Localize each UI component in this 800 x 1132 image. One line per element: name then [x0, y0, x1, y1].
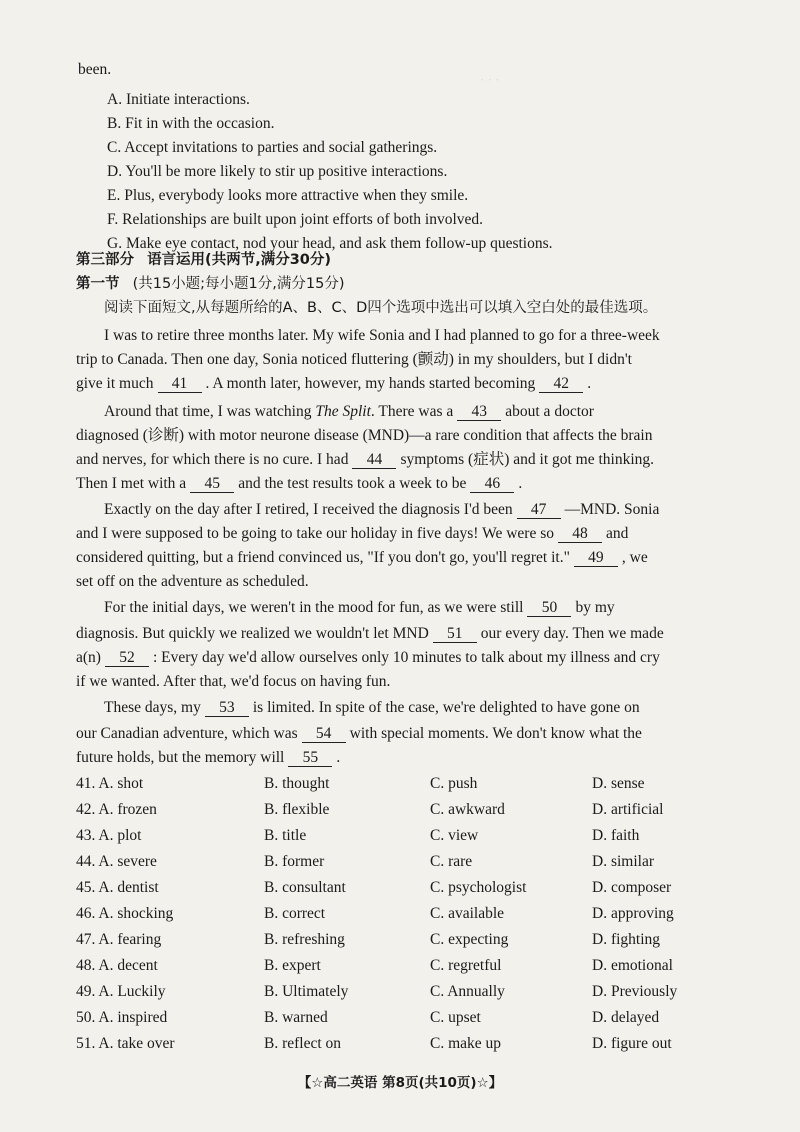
choice-b: B. title [264, 827, 307, 844]
choice-a: 43. A. plot [76, 827, 142, 844]
choice-b: B. former [264, 853, 325, 870]
choice-a: 42. A. frozen [76, 801, 157, 818]
show-title: The Split [315, 403, 371, 420]
text-run: —MND. Sonia [564, 501, 660, 518]
passage-line [76, 724, 642, 744]
text-run: . [336, 749, 341, 766]
blank-52: 52 [105, 649, 149, 667]
passage-line [76, 474, 522, 494]
blank-43: 43 [457, 403, 501, 421]
blank-53: 53 [205, 699, 249, 717]
choice-c: C. available [430, 905, 505, 922]
sub-title: (共15小题;每小题1分,满分15分) [132, 276, 345, 292]
choice-a: 51. A. take over [76, 1035, 175, 1052]
text-run: , we [621, 549, 648, 566]
choice-d: D. figure out [592, 1035, 672, 1052]
choice-c: C. push [430, 775, 478, 792]
page-footer: 【☆高二英语 第8页(共10页)☆】 [297, 1075, 503, 1091]
choice-c: C. regretful [430, 957, 502, 974]
text-run: future holds, but the memory will [76, 749, 285, 766]
passage-line [76, 524, 628, 544]
option-e: E. Plus, everybody looks more attractive when they smile. [107, 187, 469, 204]
choice-a: 48. A. decent [76, 957, 158, 974]
passage-line: set off on the adventure as scheduled. [76, 573, 309, 590]
text-run: . [587, 375, 592, 392]
passage-line [76, 374, 591, 394]
text-run: about a doctor [505, 403, 594, 420]
blank-45: 45 [190, 475, 234, 493]
choice-d: D. faith [592, 827, 640, 844]
text-run: give it much [76, 375, 154, 392]
option-g: G. Make eye contact, nod your head, and ask them follow-up questions. [107, 235, 553, 252]
text-run: diagnosis. But quickly we realized we wouldn't let MND [76, 625, 429, 642]
choice-c: C. psychologist [430, 879, 527, 896]
passage-line [104, 500, 659, 520]
choice-a: 44. A. severe [76, 853, 157, 870]
sub-label: 第一节 [76, 276, 120, 292]
choice-c: C. rare [430, 853, 473, 870]
passage-line: I was to retire three months later. My wife Sonia and I had planned to go for a three-week [104, 327, 660, 344]
passage-line [104, 698, 640, 718]
text-run: Then I met with a [76, 475, 187, 492]
choice-a: 49. A. Luckily [76, 983, 166, 1000]
choice-c: C. view [430, 827, 479, 844]
text-run: . There was a [370, 403, 454, 420]
choice-a: 45. A. dentist [76, 879, 159, 896]
passage-line [76, 450, 654, 470]
choice-a: 50. A. inspired [76, 1009, 168, 1026]
choice-d: D. Previously [592, 983, 678, 1000]
choice-c: C. upset [430, 1009, 481, 1026]
blank-41: 41 [158, 375, 202, 393]
choice-c: C. Annually [430, 983, 505, 1000]
text-run: symptoms (症状) and it got me thinking. [400, 451, 655, 468]
text-run: our Canadian adventure, which was [76, 725, 298, 742]
option-c: C. Accept invitations to parties and social gatherings. [107, 139, 438, 156]
choice-d: D. sense [592, 775, 645, 792]
choice-d: D. similar [592, 853, 654, 870]
choice-d: D. fighting [592, 931, 661, 948]
blank-44: 44 [352, 451, 396, 469]
text-run: a(n) [76, 649, 101, 666]
choice-b: B. refreshing [264, 931, 345, 948]
choice-a: 41. A. shot [76, 775, 144, 792]
choice-d: D. emotional [592, 957, 673, 974]
blank-55: 55 [288, 749, 332, 767]
part-title: 语言运用(共两节,满分30分) [147, 252, 332, 268]
passage-line: if we wanted. After that, we'd focus on having fun. [76, 673, 391, 690]
text-run: with special moments. We don't know what the [349, 725, 642, 742]
blank-50: 50 [527, 599, 571, 617]
choice-d: D. artificial [592, 801, 664, 818]
blank-42: 42 [539, 375, 583, 393]
prev-text-tail: been. [78, 61, 112, 78]
blank-47: 47 [517, 501, 561, 519]
choice-b: B. expert [264, 957, 321, 974]
text-run: These days, my [104, 699, 201, 716]
text-run: . [518, 475, 523, 492]
choice-b: B. thought [264, 775, 330, 792]
text-run: : Every day we'd allow ourselves only 10 minutes to talk about my illness and cry [152, 649, 660, 666]
passage-line [76, 748, 340, 768]
passage-line: diagnosed (诊断) with motor neurone disease (MND)—a rare condition that affects the brain [76, 427, 653, 444]
text-run: Around that time, I was watching [104, 403, 312, 420]
text-run: is limited. In spite of the case, we're delighted to have gone on [252, 699, 640, 716]
option-f: F. Relationships are built upon joint efforts of both involved. [107, 211, 484, 228]
blank-51: 51 [433, 625, 477, 643]
passage-line [104, 598, 615, 618]
blank-49: 49 [574, 549, 618, 567]
part-label: 第三部分 [76, 252, 134, 268]
text-run: our every day. Then we made [480, 625, 664, 642]
text-run: and [605, 525, 629, 542]
blank-48: 48 [558, 525, 602, 543]
text-run: and nerves, for which there is no cure. I had [76, 451, 349, 468]
passage-line: trip to Canada. Then one day, Sonia noticed fluttering (颤动) in my shoulders, but I didn't [76, 351, 632, 368]
option-b: B. Fit in with the occasion. [107, 115, 275, 132]
passage-line [76, 648, 660, 668]
blank-54: 54 [302, 725, 346, 743]
choice-b: B. warned [264, 1009, 328, 1026]
text-run: Exactly on the day after I retired, I received the diagnosis I'd been [104, 501, 513, 518]
choice-c: C. make up [430, 1035, 502, 1052]
choice-b: B. flexible [264, 801, 330, 818]
choice-d: D. delayed [592, 1009, 660, 1026]
text-run: and the test results took a week to be [238, 475, 467, 492]
text-run: . A month later, however, my hands started becoming [205, 375, 536, 392]
choice-b: B. consultant [264, 879, 346, 896]
option-d: D. You'll be more likely to stir up positive interactions. [107, 163, 448, 180]
passage-line [104, 402, 594, 422]
text-run: considered quitting, but a friend convinced us, "If you don't go, you'll regret it." [76, 549, 570, 566]
choice-a: 47. A. fearing [76, 931, 162, 948]
passage-line [76, 548, 648, 568]
choice-d: D. composer [592, 879, 672, 896]
choice-b: B. correct [264, 905, 326, 922]
instruction: 阅读下面短文,从每题所给的A、B、C、D四个选项中选出可以填入空白处的最佳选项。 [104, 300, 658, 316]
text-run: For the initial days, we weren't in the mood for fun, as we were still [104, 599, 524, 616]
option-a: A. Initiate interactions. [107, 91, 250, 108]
subsection-heading [76, 274, 345, 294]
passage-line [76, 624, 664, 644]
section-heading [76, 250, 331, 270]
choice-c: C. expecting [430, 931, 509, 948]
choice-b: B. Ultimately [264, 983, 349, 1000]
text-run: by my [575, 599, 615, 616]
text-run: and I were supposed to be going to take our holiday in five days! We were so [76, 525, 554, 542]
choice-c: C. awkward [430, 801, 505, 818]
choice-b: B. reflect on [264, 1035, 342, 1052]
choice-d: D. approving [592, 905, 674, 922]
choice-a: 46. A. shocking [76, 905, 174, 922]
blank-46: 46 [470, 475, 514, 493]
bleed-through-text: · · · [480, 72, 500, 87]
